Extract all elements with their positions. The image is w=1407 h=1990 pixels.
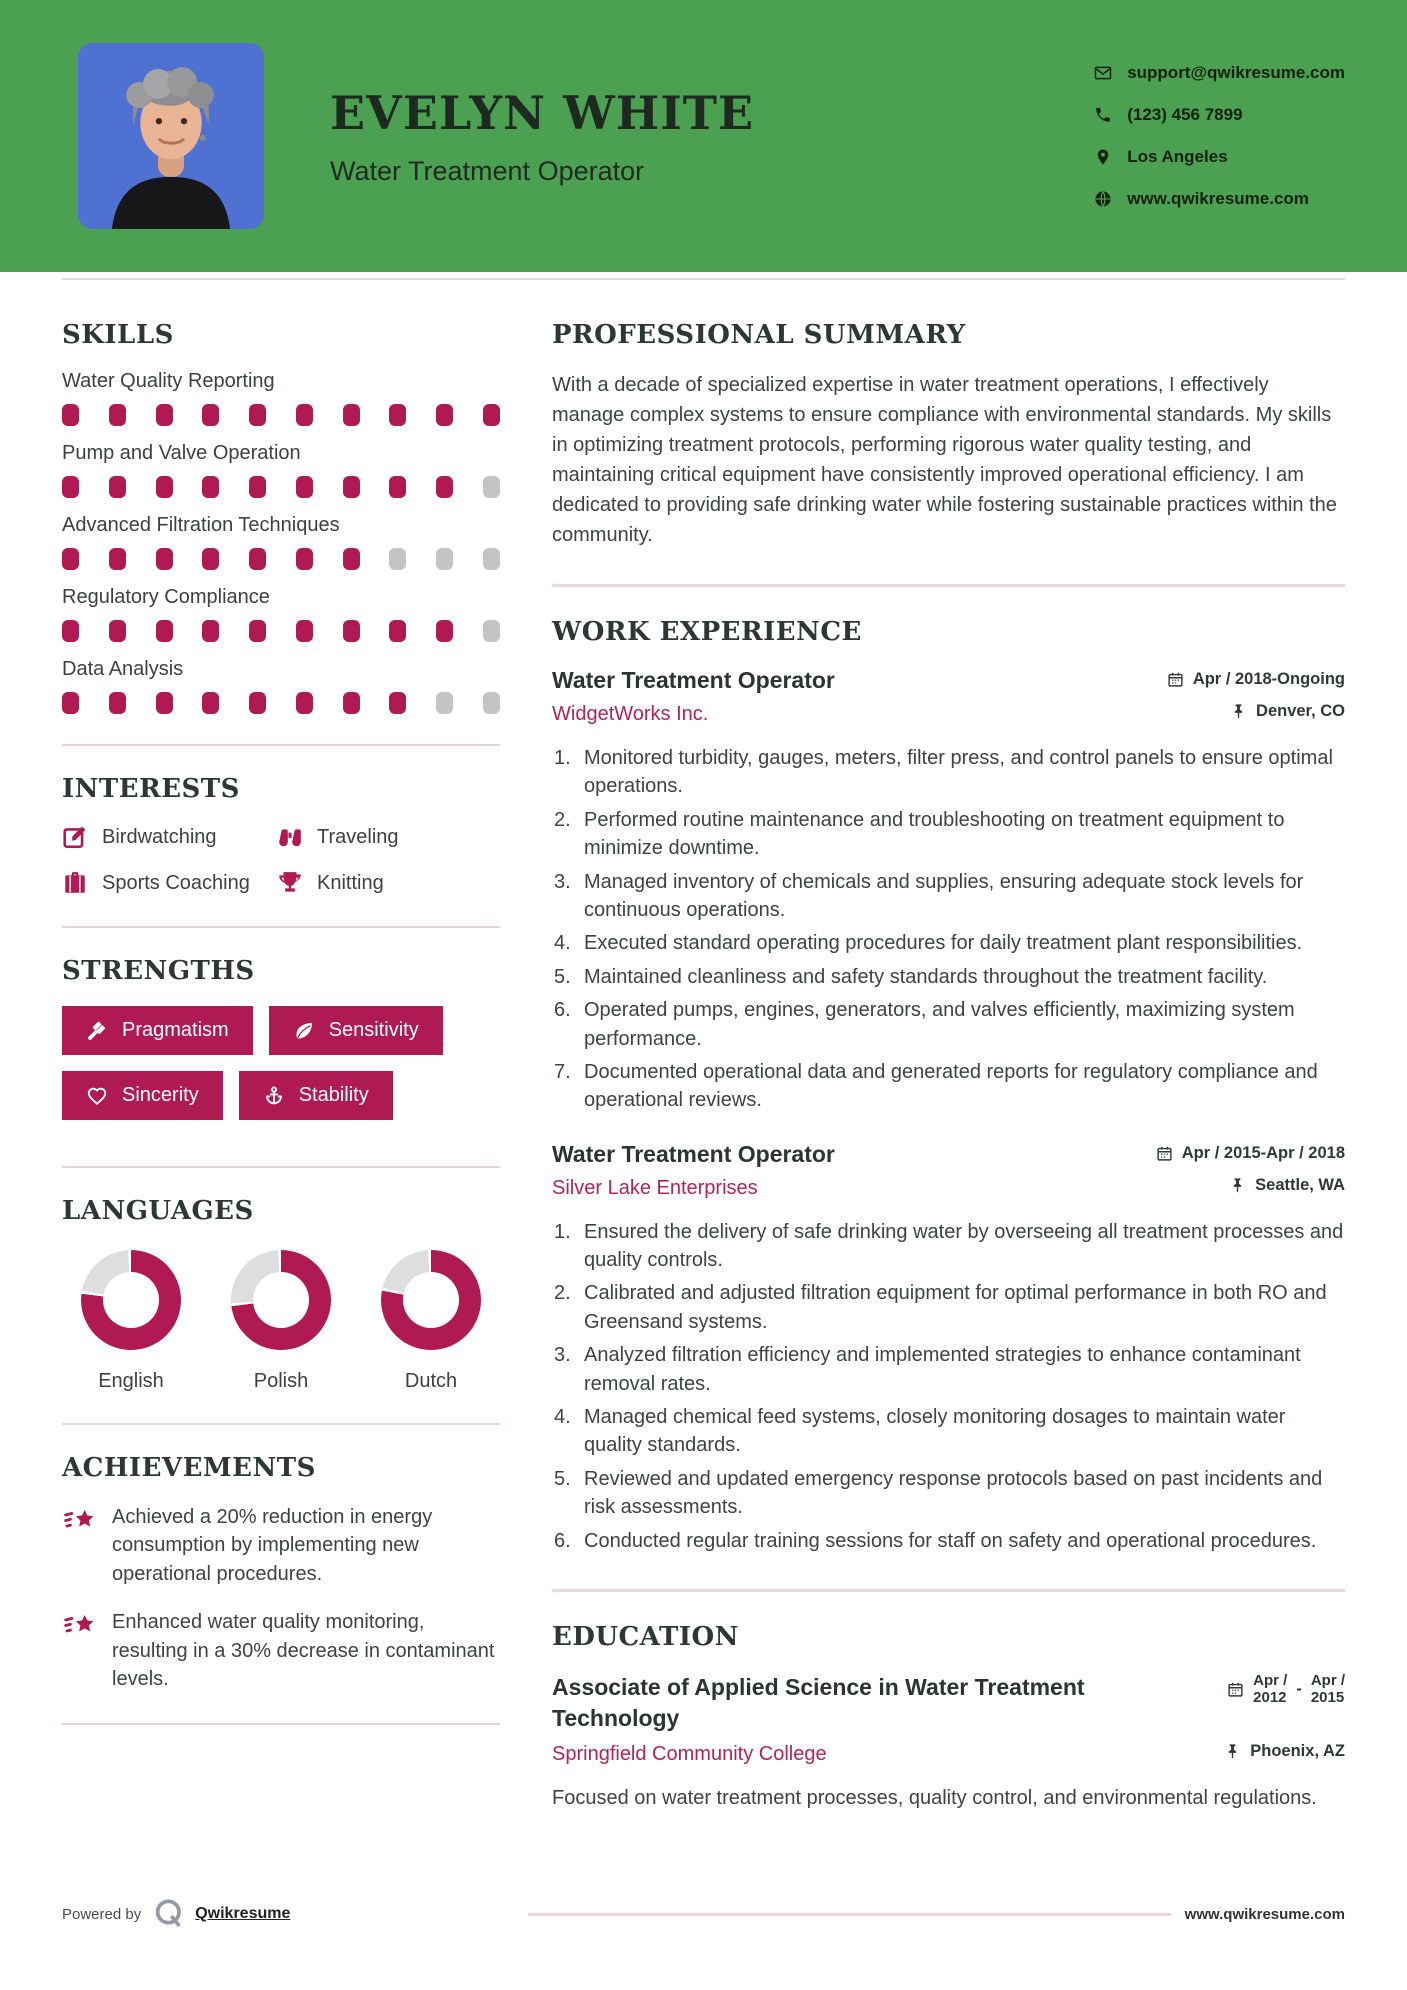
skill-dot bbox=[62, 476, 79, 498]
footer-website-link[interactable]: www.qwikresume.com bbox=[1184, 1905, 1345, 1923]
leaf-icon bbox=[293, 1020, 315, 1042]
skill-dot bbox=[296, 692, 313, 714]
strength-badge bbox=[269, 1006, 443, 1055]
skill-dot bbox=[202, 620, 219, 642]
interests-section bbox=[62, 774, 500, 896]
job-bullet-list bbox=[552, 744, 1345, 1115]
education-section bbox=[552, 1622, 1345, 1813]
language-label: Polish bbox=[253, 1370, 309, 1392]
language-donut-chart bbox=[231, 1250, 331, 1350]
education-location-text: Phoenix, AZ bbox=[1250, 1742, 1345, 1761]
trophy-icon bbox=[277, 870, 303, 896]
binoculars-icon bbox=[277, 824, 303, 850]
company-link[interactable]: Silver Lake Enterprises bbox=[552, 1176, 758, 1199]
skill-label: Data Analysis bbox=[62, 658, 184, 680]
education-date-start: Apr / 2012 bbox=[1253, 1671, 1288, 1707]
interest-item bbox=[277, 824, 500, 850]
skill-dot bbox=[483, 620, 500, 642]
achievements-heading: ACHIEVEMENTS bbox=[62, 1453, 316, 1483]
skill-dot bbox=[436, 548, 453, 570]
degree-title: Associate of Applied Science in Water Treatment Technology bbox=[552, 1673, 1085, 1732]
job-bullet: Monitored turbidity, gauges, meters, filter press, and control panels to ensure optimal operations. bbox=[584, 747, 1333, 798]
job-title: Water Treatment Operator bbox=[552, 667, 835, 693]
person-job-title: Water Treatment Operator bbox=[330, 155, 645, 186]
contact-list bbox=[1094, 63, 1345, 209]
skill-dot bbox=[109, 404, 126, 426]
job-bullet: Operated pumps, engines, generators, and valves efficiently, maximizing system performance. bbox=[584, 999, 1295, 1050]
summary-section bbox=[552, 320, 1345, 550]
skill-dot bbox=[249, 548, 266, 570]
education-location bbox=[1224, 1742, 1345, 1761]
skill-dot bbox=[483, 476, 500, 498]
skill-dot bbox=[156, 404, 173, 426]
interest-label: Knitting bbox=[317, 871, 384, 894]
job-location bbox=[1229, 1176, 1345, 1195]
job-bullet: Reviewed and updated emergency response protocols based on past incidents and risk assessments. bbox=[584, 1467, 1323, 1519]
section-divider bbox=[62, 744, 500, 746]
education-heading: EDUCATION bbox=[552, 1621, 739, 1652]
interest-item bbox=[277, 870, 500, 896]
skill-dot bbox=[389, 404, 406, 426]
pushpin-icon bbox=[1224, 1743, 1241, 1760]
job-bullet: Managed inventory of chemicals and supplies, ensuring adequate stock levels for continuous operations. bbox=[584, 870, 1304, 921]
company-link[interactable]: WidgetWorks Inc. bbox=[552, 703, 709, 725]
skill-dot bbox=[296, 548, 313, 570]
skill-dot bbox=[389, 692, 406, 714]
skill-label: Advanced Filtration Techniques bbox=[62, 514, 340, 536]
skill-dot bbox=[436, 692, 453, 714]
skill-dot bbox=[436, 620, 453, 642]
job-bullet: Analyzed filtration efficiency and implemented strategies to enhance contaminant removal rates. bbox=[584, 1344, 1301, 1395]
anchor-icon bbox=[263, 1085, 285, 1107]
section-divider bbox=[552, 1589, 1345, 1592]
skill-dot bbox=[109, 692, 126, 714]
achievement-text: Enhanced water quality monitoring, resulting in a 30% decrease in contaminant levels. bbox=[112, 1611, 495, 1690]
contact-phone[interactable] bbox=[1094, 105, 1345, 125]
resume-body bbox=[0, 280, 1407, 1813]
education-dates bbox=[1227, 1672, 1345, 1707]
skill-dot bbox=[436, 404, 453, 426]
skill-rating bbox=[62, 692, 500, 714]
language-item bbox=[376, 1250, 486, 1393]
contact-website-text: www.qwikresume.com bbox=[1127, 189, 1309, 208]
skill-dot bbox=[343, 404, 360, 426]
job-bullet: Documented operational data and generated reports for regulatory compliance and operational reviews. bbox=[584, 1060, 1318, 1112]
strength-badge bbox=[62, 1006, 253, 1055]
map-pin-icon bbox=[1094, 148, 1112, 166]
skill-dot bbox=[296, 476, 313, 498]
skill-dot bbox=[202, 692, 219, 714]
summary-text: With a decade of specialized expertise in water treatment operations, I effectively manage complex systems to ensure compliance with environmental standards. My skills in optimizing treatment protocols, performing rigorous water quality testing, and maintaining critical equipment have consistently improved operational efficiency. I am dedicated to providing safe drinking water while fostering sustainable practices within the community. bbox=[552, 374, 1337, 546]
briefcase-icon bbox=[62, 870, 88, 896]
language-item bbox=[76, 1250, 186, 1393]
job-bullet-list bbox=[552, 1218, 1345, 1555]
skill-dot bbox=[343, 548, 360, 570]
skill-dot bbox=[249, 692, 266, 714]
globe-icon bbox=[1094, 190, 1112, 208]
skill-dot bbox=[483, 404, 500, 426]
job-entry bbox=[552, 667, 1345, 1115]
skill-dot bbox=[109, 476, 126, 498]
skill-item bbox=[62, 442, 500, 498]
language-item bbox=[226, 1250, 336, 1393]
gavel-icon bbox=[86, 1020, 108, 1042]
skill-dot bbox=[249, 620, 266, 642]
interests-heading: INTERESTS bbox=[62, 774, 240, 804]
skill-dot bbox=[109, 620, 126, 642]
achievement-item bbox=[62, 1503, 500, 1588]
contact-email[interactable] bbox=[1094, 63, 1345, 83]
job-bullet: Ensured the delivery of safe drinking water by overseeing all treatment processes and quality controls. bbox=[584, 1220, 1344, 1272]
skill-dot bbox=[109, 548, 126, 570]
skills-section bbox=[62, 320, 500, 714]
skill-dot bbox=[62, 548, 79, 570]
skill-dot bbox=[389, 476, 406, 498]
strengths-heading: STRENGTHS bbox=[62, 956, 255, 986]
skills-heading: SKILLS bbox=[62, 320, 174, 350]
job-bullet: Maintained cleanliness and safety standards throughout the treatment facility. bbox=[584, 965, 1268, 988]
skill-dot bbox=[483, 548, 500, 570]
skill-dot bbox=[483, 692, 500, 714]
person-name: EVELYN WHITE bbox=[330, 85, 755, 140]
qwikresume-brand-link[interactable]: Qwikresume bbox=[195, 1905, 291, 1922]
job-dates-text: Apr / 2015-Apr / 2018 bbox=[1181, 1143, 1345, 1162]
skill-dot bbox=[156, 476, 173, 498]
skill-dot bbox=[202, 548, 219, 570]
qwikresume-logo-icon bbox=[153, 1898, 185, 1930]
job-dates-text: Apr / 2018-Ongoing bbox=[1192, 670, 1345, 688]
skill-label: Water Quality Reporting bbox=[62, 370, 275, 392]
strength-label: Sincerity bbox=[122, 1084, 199, 1106]
job-bullet: Calibrated and adjusted filtration equipment for optimal performance in both RO and Greensand systems. bbox=[584, 1282, 1327, 1333]
job-title: Water Treatment Operator bbox=[552, 1140, 835, 1167]
skill-item bbox=[62, 370, 500, 426]
experience-heading: WORK EXPERIENCE bbox=[552, 617, 862, 647]
skill-rating bbox=[62, 620, 500, 642]
powered-by-label: Powered by bbox=[62, 1905, 142, 1923]
contact-phone-text: (123) 456 7899 bbox=[1127, 105, 1243, 124]
skill-dot bbox=[62, 620, 79, 642]
language-donut-chart bbox=[381, 1250, 481, 1350]
school-link[interactable]: Springfield Community College bbox=[552, 1743, 827, 1766]
skill-dot bbox=[156, 548, 173, 570]
job-location-text: Denver, CO bbox=[1256, 702, 1345, 720]
pushpin-icon bbox=[1230, 703, 1247, 720]
skill-dot bbox=[202, 404, 219, 426]
skill-item bbox=[62, 658, 500, 714]
education-date-separator: - bbox=[1296, 1679, 1302, 1698]
experience-section bbox=[552, 617, 1345, 1555]
skill-dot bbox=[436, 476, 453, 498]
languages-section bbox=[62, 1196, 500, 1393]
section-divider bbox=[62, 1423, 500, 1425]
skill-dot bbox=[296, 404, 313, 426]
languages-heading: LANGUAGES bbox=[62, 1196, 254, 1226]
skill-dot bbox=[62, 404, 79, 426]
contact-location-text: Los Angeles bbox=[1127, 147, 1228, 166]
pen-square-icon bbox=[62, 824, 88, 850]
job-entry bbox=[552, 1141, 1345, 1555]
skill-dot bbox=[156, 692, 173, 714]
achievements-section bbox=[62, 1453, 500, 1693]
job-location-text: Seattle, WA bbox=[1255, 1175, 1345, 1194]
interest-label: Birdwatching bbox=[102, 825, 217, 848]
right-column bbox=[552, 320, 1345, 1813]
job-bullet: Conducted regular training sessions for staff on safety and operational procedures. bbox=[584, 1529, 1317, 1552]
strength-badge bbox=[239, 1071, 393, 1120]
skill-dot bbox=[249, 404, 266, 426]
skill-rating bbox=[62, 476, 500, 498]
skill-label: Regulatory Compliance bbox=[62, 586, 270, 608]
skill-item bbox=[62, 514, 500, 570]
job-bullet: Managed chemical feed systems, closely monitoring dosages to maintain water quality standards. bbox=[584, 1406, 1286, 1457]
calendar-icon bbox=[1227, 1681, 1244, 1698]
footer-divider bbox=[528, 1913, 1170, 1916]
pushpin-icon bbox=[1229, 1177, 1246, 1194]
job-dates bbox=[1167, 670, 1345, 689]
skill-dot bbox=[202, 476, 219, 498]
skill-dot bbox=[62, 692, 79, 714]
skill-dot bbox=[343, 620, 360, 642]
strength-badge bbox=[62, 1071, 223, 1120]
interest-label: Traveling bbox=[317, 825, 399, 848]
skill-dot bbox=[389, 548, 406, 570]
section-divider bbox=[62, 1166, 500, 1168]
header bbox=[0, 0, 1407, 272]
section-divider bbox=[62, 926, 500, 928]
skill-dot bbox=[389, 620, 406, 642]
job-dates bbox=[1156, 1144, 1345, 1163]
skill-rating bbox=[62, 548, 500, 570]
interest-item bbox=[62, 870, 277, 896]
envelope-icon bbox=[1094, 64, 1112, 82]
education-description: Focused on water treatment processes, quality control, and environmental regulations. bbox=[552, 1787, 1317, 1810]
contact-website[interactable] bbox=[1094, 189, 1345, 209]
calendar-icon bbox=[1156, 1145, 1173, 1162]
section-divider bbox=[62, 1723, 500, 1725]
strength-label: Sensitivity bbox=[328, 1019, 419, 1041]
skill-dot bbox=[343, 476, 360, 498]
job-location bbox=[1230, 702, 1345, 721]
shooting-star-icon bbox=[62, 1610, 96, 1644]
profile-photo-image bbox=[78, 43, 264, 229]
skill-label: Pump and Valve Operation bbox=[62, 442, 301, 464]
contact-email-text: support@qwikresume.com bbox=[1127, 63, 1345, 82]
skill-dot bbox=[156, 620, 173, 642]
interest-label: Sports Coaching bbox=[102, 871, 250, 894]
section-divider bbox=[552, 584, 1345, 587]
skill-rating bbox=[62, 404, 500, 426]
education-date-end: Apr / 2015 bbox=[1310, 1671, 1345, 1707]
phone-icon bbox=[1094, 106, 1112, 124]
skill-dot bbox=[343, 692, 360, 714]
summary-heading: PROFESSIONAL SUMMARY bbox=[552, 320, 966, 350]
language-label: Dutch bbox=[404, 1370, 458, 1392]
page-footer bbox=[62, 1898, 1345, 1930]
strengths-section bbox=[62, 956, 500, 1136]
language-donut-chart bbox=[81, 1250, 181, 1350]
skill-item bbox=[62, 586, 500, 642]
contact-location bbox=[1094, 147, 1345, 167]
skill-dot bbox=[249, 476, 266, 498]
strength-label: Stability bbox=[298, 1084, 369, 1106]
skill-dot bbox=[296, 620, 313, 642]
interest-item bbox=[62, 824, 277, 850]
profile-photo bbox=[78, 43, 264, 229]
strength-label: Pragmatism bbox=[122, 1019, 229, 1041]
shooting-star-icon bbox=[62, 1505, 96, 1539]
job-bullet: Executed standard operating procedures for daily treatment plant responsibilities. bbox=[584, 932, 1303, 955]
heart-icon bbox=[86, 1085, 108, 1107]
left-column bbox=[62, 320, 500, 1813]
language-label: English bbox=[98, 1370, 164, 1392]
achievement-text: Achieved a 20% reduction in energy consumption by implementing new operational procedures. bbox=[112, 1506, 433, 1585]
achievement-item bbox=[62, 1608, 500, 1693]
calendar-icon bbox=[1167, 671, 1184, 688]
job-bullet: Performed routine maintenance and troubleshooting on treatment equipment to minimize downtime. bbox=[584, 808, 1285, 860]
